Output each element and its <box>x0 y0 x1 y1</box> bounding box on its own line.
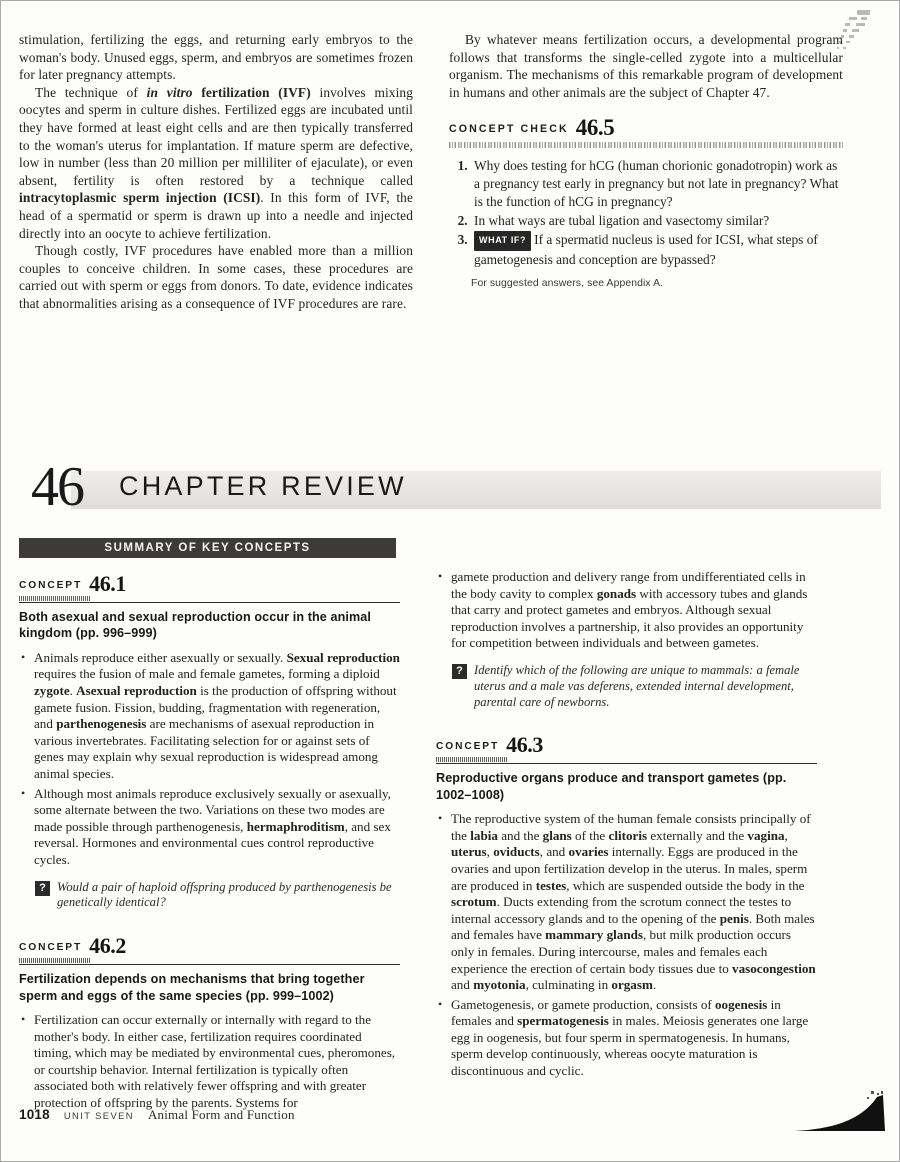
question-mark-icon: ? <box>452 664 467 679</box>
article-right-column <box>449 31 843 313</box>
unit-label: UNIT SEVEN <box>63 1110 134 1121</box>
paragraph: stimulation, fertilizing the eggs, and returning early embryos to the woman's body. Unused eggs, sperm, and embryos are sometimes frozen for later pregnancy attempts. <box>19 32 413 83</box>
what-if-badge: WHAT IF? <box>474 231 531 252</box>
summary-bar-label: SUMMARY OF KEY CONCEPTS <box>104 542 311 554</box>
page-title: CHAPTER REVIEW <box>119 471 407 501</box>
summary-of-key-concepts-bar <box>19 538 396 558</box>
concept-check-number: 46.5 <box>575 115 615 141</box>
article-columns <box>19 31 881 313</box>
concept-check-question-list <box>449 157 843 269</box>
concept-underline <box>19 596 400 603</box>
concept-question-text: Identify which of the following are unique to mammals: a female uterus and a male vas deferens, extended internal development, parental care of newborns. <box>474 662 800 709</box>
concept-number: 46.3 <box>506 732 544 758</box>
concept-check-rule <box>449 142 843 148</box>
concept-check-header <box>449 115 843 148</box>
concept-label: CONCEPT <box>19 580 83 591</box>
list-item: 1. Why does testing for hCG (human chorionic gonadotropin) work as a pregnancy test early in pregnancy but not late in pregnancy? What is the function of hCG in pregnancy? <box>471 157 843 210</box>
concept-title: Fertilization depends on mechanisms that bring together sperm and eggs of the same species (pp. 999–1002) <box>19 972 365 1003</box>
list-item: • Gametogenesis, or gamete production, consists of oogenesis in females and spermatogenesis in males. Meiosis generates one large egg in oogenesis, but four sperm in spermatogenesis. In humans, sperm develop continuously, whereas oocyte maturation is discontinuous and cyclic. <box>451 997 817 1080</box>
concept-underline <box>436 757 817 764</box>
concept-title: Reproductive organs produce and transport gametes (pp. 1002–1008) <box>436 771 787 802</box>
concept-check-label: CONCEPT CHECK <box>449 123 569 136</box>
concept-bullet-continuation <box>436 569 817 652</box>
list-item: • Although most animals reproduce exclusively sexually or asexually, some alternate between the two. Variations on these two modes are made possible through parthenogenesis, hermaphroditism, and sex reversal. Hormones and environmental cues control reproductive cycles. <box>34 786 400 869</box>
concept-header-46-3 <box>436 732 817 764</box>
list-item: • Animals reproduce either asexually or sexually. Sexual reproduction requires the fusion of male and female gametes, forming a diploid zygote. Asexual reproduction is the production of offspring without gamete fusion. Fission, budding, fragmentation with regeneration, and parthenogenesis are mechanisms of asexual reproduction in various invertebrates. Facilitating selection for or against sets of genes may explain why sexual reproduction is widespread among animal species. <box>34 650 400 783</box>
concept-title: Both asexual and sexual reproduction occur in the animal kingdom (pp. 996–999) <box>19 610 372 641</box>
review-right-column <box>436 571 817 1115</box>
concept-bullet-list <box>19 1012 400 1112</box>
concept-label: CONCEPT <box>436 741 500 753</box>
article-left-column <box>19 31 413 313</box>
list-item-text: If a spermatid nucleus is used for ICSI, what steps of gametogenesis and conception are bypassed? <box>474 231 818 268</box>
concept-header-46-1 <box>19 571 400 603</box>
list-item: • Fertilization can occur externally or internally with regard to the mother's body. In either case, fertilization requires coordinated timing, which may be mediated by environmental cues, pheromones, or courtship behavior. Internal fertilization is typically often associated both with relatively fewer offspring and with greater protection of offspring by the parents. Systems for <box>34 1012 400 1112</box>
review-columns <box>19 571 881 1115</box>
list-item: 2. In what ways are tubal ligation and vasectomy similar? <box>471 212 843 230</box>
concept-question-callout <box>35 880 400 912</box>
concept-number: 46.1 <box>89 571 127 596</box>
concept-bullet-list <box>19 650 400 869</box>
question-mark-icon: ? <box>35 881 50 896</box>
chapter-review-masthead <box>19 456 881 519</box>
concept-question-callout <box>452 663 817 710</box>
paragraph: The technique of in vitro fertilization (IVF) involves mixing oocytes and sperm in culture dishes. Fertilized eggs are incubated until they have formed at least eight cells and are then typically transferred to the woman's uterus for implantation. If mature sperm are defective, low in number (less than 20 million per milliliter of ejaculate), or even absent, fertility is often restored by a technique called intracytoplasmic sperm injection (ICSI). In this form of IVF, the head of a spermatid or sperm is drawn up into a needle and injected directly into an oocyte to achieve fertilization. <box>19 84 413 241</box>
concept-check-footnote: For suggested answers, see Appendix A. <box>471 278 664 290</box>
concept-bullet-list <box>436 811 817 1080</box>
chapter-number: 46 <box>31 456 83 518</box>
paragraph: Though costly, IVF procedures have enabled more than a million couples to conceive children. In some cases, these procedures are carried out with sperm or eggs from donors. To date, evidence indicates that abnormalities arising as a consequence of IVF procedures are rare. <box>19 243 413 311</box>
concept-label: CONCEPT <box>19 942 83 954</box>
concept-header-46-2 <box>19 933 400 965</box>
list-item-continuation: • gamete production and delivery range from undifferentiated cells in the body cavity to complex gonads with accessory tubes and glands that carry and protect gametes and embryos. Although sexual reproduction involves a partnership, it also provides an opportunity for competition between individuals and between gametes. <box>451 569 817 652</box>
page-footer <box>19 1107 295 1123</box>
list-item: • The reproductive system of the human female consists principally of the labia and the glans of the clitoris externally and the vagina, uterus, oviducts, and ovaries internally. Eggs are produced in the ovaries and upon fertilization develop in the uterus. In males, sperm are produced in testes, which are suspended outside the body in the scrotum. Ducts extending from the scrotum connect the testes to internal accessory glands and to the opening of the penis. Both males and females have mammary glands, but milk production occurs only in females. During intercourse, males and females each experience the erection of certain body tissues due to vasocongestion and myotonia, culminating in orgasm. <box>451 811 817 994</box>
review-left-column <box>19 571 400 1115</box>
paragraph: By whatever means fertilization occurs, a developmental program follows that transforms the single-celled zygote into a multicellular organism. The mechanisms of this remarkable program of development in humans and other animals are the subject of Chapter 47. <box>449 32 843 100</box>
unit-title: Animal Form and Function <box>147 1107 295 1122</box>
concept-question-text: Would a pair of haploid offspring produced by parthenogenesis be genetically identical? <box>57 879 392 910</box>
list-item <box>471 231 843 270</box>
concept-number: 46.2 <box>89 933 127 959</box>
concept-underline <box>19 958 400 965</box>
page-number: 1018 <box>19 1107 50 1122</box>
